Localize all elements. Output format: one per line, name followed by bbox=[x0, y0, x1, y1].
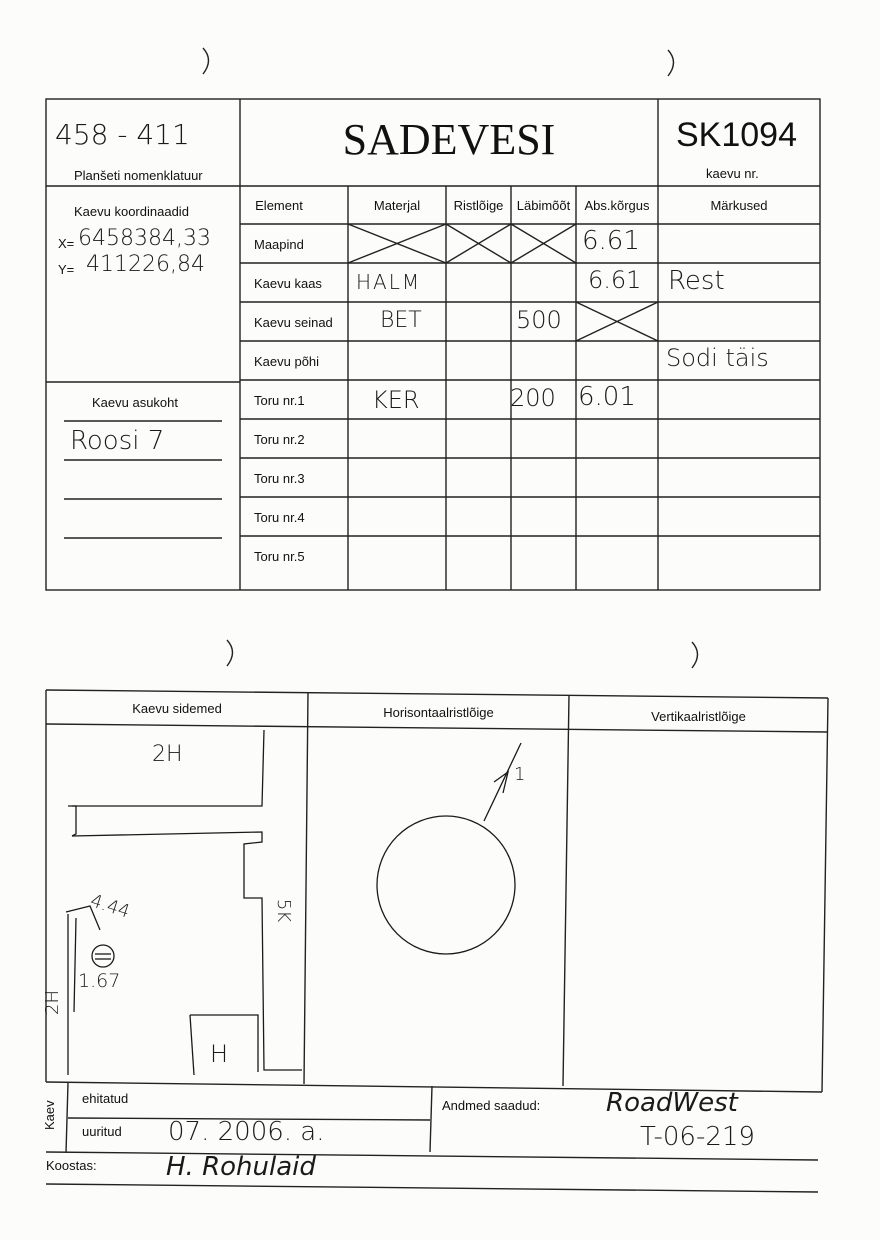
header-abs-korgus: Abs.kõrgus bbox=[584, 198, 650, 213]
row-element: Toru nr.5 bbox=[254, 549, 305, 564]
seinad-labimoot: 500 bbox=[516, 306, 562, 334]
header-labimoot: Läbimõõt bbox=[516, 198, 571, 213]
right-label: 5K bbox=[273, 898, 295, 923]
sheet-number: 458 - 411 bbox=[55, 118, 190, 151]
header-element: Element bbox=[255, 198, 303, 213]
punch-mark bbox=[203, 48, 209, 74]
row-element: Toru nr.2 bbox=[254, 432, 305, 447]
toru1-abs: 6.01 bbox=[578, 382, 636, 412]
coordinates-label: Kaevu koordinaadid bbox=[74, 204, 189, 219]
ehitatud-label: ehitatud bbox=[82, 1091, 129, 1106]
row-element: Maapind bbox=[254, 237, 304, 252]
andmed-value-1: RoadWest bbox=[606, 1088, 738, 1118]
header-ristloige: Ristlõige bbox=[453, 198, 504, 213]
uuritud-label: uuritud bbox=[82, 1124, 122, 1139]
row-element: Kaevu põhi bbox=[254, 354, 320, 369]
andmed-label: Andmed saadud: bbox=[442, 1098, 541, 1113]
x-value: 6458384,33 bbox=[78, 226, 211, 251]
left-label: 2H bbox=[42, 990, 63, 1015]
house-label: 2H bbox=[152, 742, 183, 767]
section-ties: Kaevu sidemed bbox=[132, 701, 222, 716]
header-materjal: Materjal bbox=[373, 198, 421, 213]
horizontal-section bbox=[377, 743, 521, 954]
uuritud-value: 07. 2006. a. bbox=[168, 1117, 325, 1147]
well-circle bbox=[377, 816, 515, 954]
koostas-label: Koostas: bbox=[46, 1158, 97, 1173]
pohi-markused: Sodi täis bbox=[666, 344, 769, 372]
kaas-abs: 6.61 bbox=[588, 266, 642, 294]
section-horizontal: Horisontaalristlõige bbox=[383, 705, 494, 720]
row-element: Kaevu seinad bbox=[254, 315, 333, 330]
maapind-abs: 6.61 bbox=[582, 226, 640, 256]
kaev-label: Kaev bbox=[42, 1100, 57, 1130]
punch-mark bbox=[227, 640, 233, 666]
y-prefix: Y= bbox=[58, 262, 75, 277]
sheet-label: Planšeti nomenklatuur bbox=[74, 168, 203, 183]
x-prefix: X= bbox=[58, 236, 75, 251]
location-value: Roosi 7 bbox=[70, 426, 165, 456]
punch-mark bbox=[668, 50, 674, 76]
toru1-materjal: KER bbox=[372, 386, 420, 414]
andmed-value-2: T-06-219 bbox=[640, 1122, 755, 1152]
distance-bottom: 1.67 bbox=[78, 970, 121, 992]
row-element: Toru nr.4 bbox=[254, 510, 305, 525]
page-title: SADEVESI bbox=[342, 115, 556, 164]
well-number: SK1094 bbox=[676, 116, 797, 154]
seinad-materjal: BET bbox=[380, 308, 422, 333]
row-element: Toru nr.1 bbox=[254, 393, 305, 408]
row-element: Kaevu kaas bbox=[254, 276, 322, 291]
section-vertical: Vertikaalristlõige bbox=[651, 709, 746, 724]
pipe-number: 1 bbox=[514, 764, 526, 785]
well-label: kaevu nr. bbox=[706, 166, 759, 181]
location-label: Kaevu asukoht bbox=[92, 395, 179, 410]
well-symbol bbox=[92, 945, 114, 967]
distance-top: 4.44 bbox=[87, 890, 133, 923]
kaas-materjal: HALM bbox=[356, 270, 422, 294]
header-markused: Märkused bbox=[710, 198, 768, 213]
kaas-markused: Rest bbox=[668, 266, 725, 296]
koostas-value: H. Rohulaid bbox=[166, 1152, 316, 1182]
toru1-labimoot: 200 bbox=[510, 384, 556, 412]
punch-mark bbox=[692, 642, 698, 668]
y-value: 411226,84 bbox=[86, 252, 205, 277]
row-element: Toru nr.3 bbox=[254, 471, 305, 486]
bottom-label: H bbox=[210, 1040, 229, 1068]
